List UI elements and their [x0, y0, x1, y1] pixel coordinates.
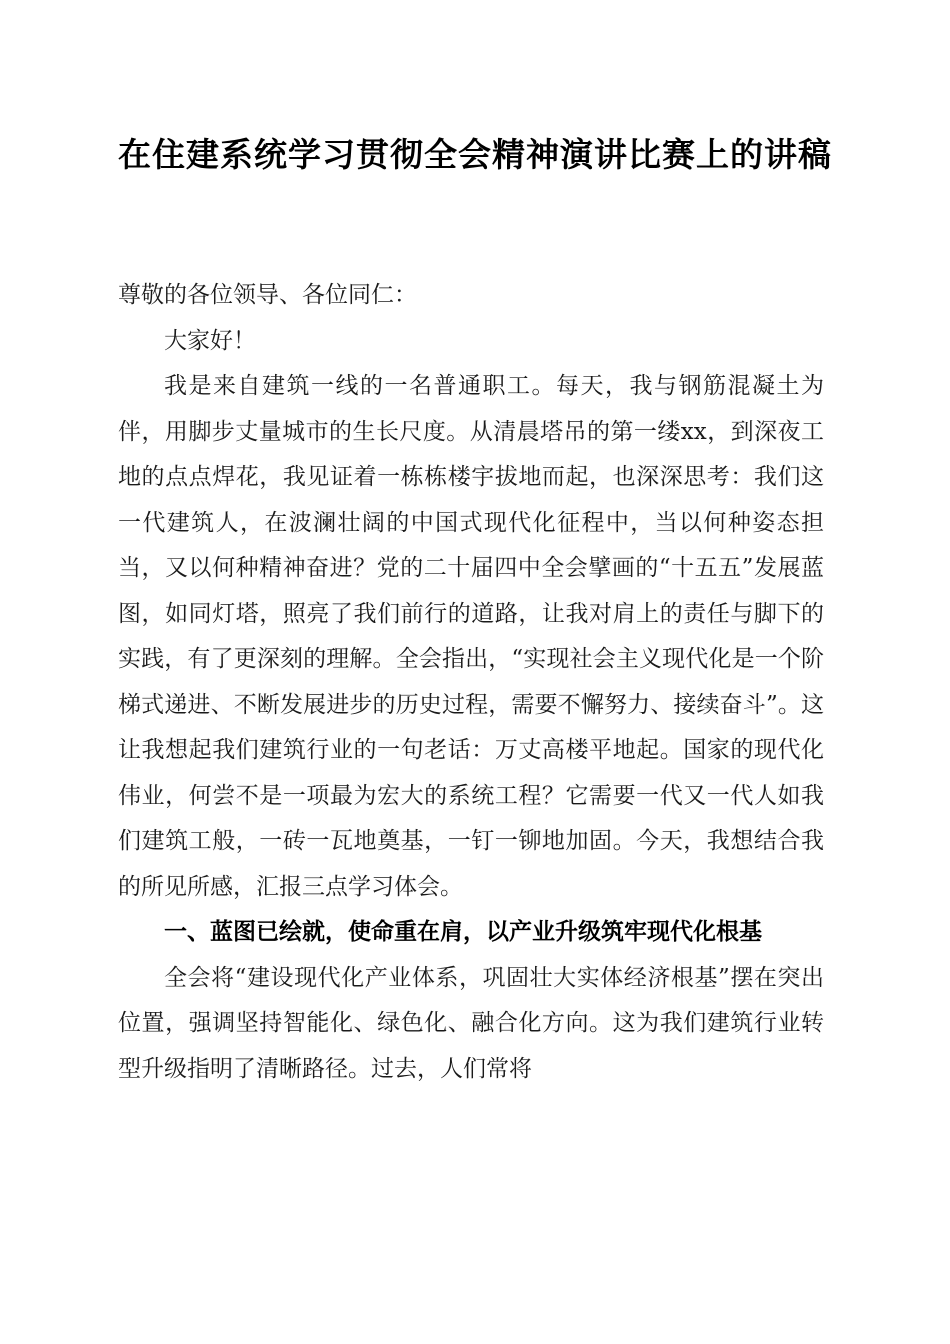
page-title: 在住建系统学习贯彻全会精神演讲比赛上的讲稿 — [118, 135, 832, 174]
section-paragraph: 全会将“建设现代化产业体系，巩固壮大实体经济根基”摆在突出位置，强调坚持智能化、绿色化、融合化方向。这为我们建筑行业转型升级指明了清晰路径。过去，人们常将 — [118, 964, 824, 1082]
salutation: 尊敬的各位领导、各位同仁： — [118, 282, 417, 308]
greeting: 大家好！ — [164, 327, 256, 354]
section-heading: 一、蓝图已绘就，使命重在肩，以产业升级筑牢现代化根基 — [164, 919, 762, 945]
document-body — [118, 273, 824, 1092]
body-paragraph: 我是来自建筑一线的一名普通职工。每天，我与钢筋混凝土为伴，用脚步丈量城市的生长尺度。从清晨塔吊的第一缕xx，到深夜工地的点点焊花，我见证着一栋栋楼宇拔地而起，也深深思考：我们这一代建筑人，在波澜壮阔的中国式现代化征程中，当以何种姿态担当，又以何种精神奋进？党的二十届四中全会擘画的“十五五”发展蓝图，如同灯塔，照亮了我们前行的道路，让我对肩上的责任与脚下的实践，有了更深刻的理解。全会指出，“实现社会主义现代化是一个阶梯式递进、不断发展进步的历史过程，需要不懈努力、接续奋斗”。这让我想起我们建筑行业的一句老话：万丈高楼平地起。国家的现代化伟业，何尝不是一项最为宏大的系统工程？它需要一代又一代人如我们建筑工般，一砖一瓦地奠基，一钉一铆地加固。今天，我想结合我的所见所感，汇报三点学习体会。 — [118, 373, 824, 900]
